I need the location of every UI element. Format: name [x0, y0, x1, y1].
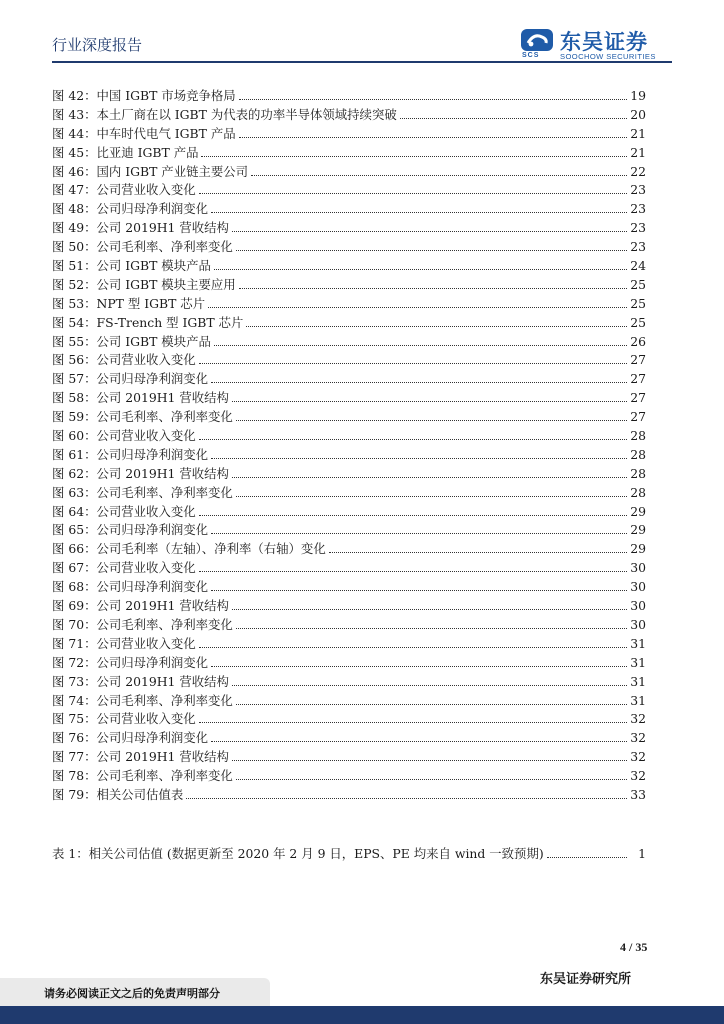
dot-leader	[199, 722, 627, 723]
figure-entry[interactable]	[52, 747, 646, 766]
dot-leader	[211, 382, 627, 383]
dot-leader	[232, 685, 627, 686]
figure-entry[interactable]	[52, 691, 646, 710]
figure-entry-page: 28	[630, 465, 646, 481]
logo-chinese-name: 东吴证券	[560, 30, 648, 54]
figure-entry-label: 图 72：公司归母净利润变化	[52, 654, 209, 670]
figure-entry-label: 图 59：公司毛利率、净利率变化	[52, 409, 233, 425]
dot-leader	[246, 326, 627, 327]
figure-entry[interactable]	[52, 237, 646, 256]
dot-leader	[232, 477, 627, 478]
figure-entry-label: 图 75：公司营业收入变化	[52, 711, 196, 727]
figure-entry[interactable]	[52, 785, 646, 804]
figure-entry-page: 28	[630, 484, 646, 500]
dot-leader	[211, 212, 627, 213]
dot-leader	[199, 515, 627, 516]
figure-entry-page: 31	[630, 673, 646, 689]
footer-bar	[0, 1006, 724, 1024]
figure-entry-label: 图 56：公司营业收入变化	[52, 352, 196, 368]
institute-name: 东吴证券研究所	[540, 972, 632, 987]
table-contents-list	[52, 844, 646, 863]
figure-entry[interactable]	[52, 653, 646, 672]
table-entry-label: 表 1：相关公司估值 (数据更新至 2020 年 2 月 9 日，EPS、PE 均来自 wind 一致预期)	[52, 846, 544, 861]
dot-leader	[236, 779, 627, 780]
figure-entry-label: 图 49：公司 2019H1 营收结构	[52, 220, 229, 236]
figure-entry-label: 图 76：公司归母净利润变化	[52, 730, 209, 746]
figure-entry[interactable]	[52, 162, 646, 181]
figure-entry-page: 23	[630, 182, 646, 198]
figure-entry[interactable]	[52, 86, 646, 105]
figure-entry-page: 27	[630, 409, 646, 425]
figure-entry-page: 29	[630, 541, 646, 557]
dot-leader	[239, 99, 627, 100]
figure-entry-page: 27	[630, 390, 646, 406]
figure-entry[interactable]	[52, 256, 646, 275]
figure-entry[interactable]	[52, 218, 646, 237]
figure-entry-label: 图 44：中车时代电气 IGBT 产品	[52, 125, 236, 141]
figure-entry-page: 30	[630, 579, 646, 595]
figure-entry-label: 图 48：公司归母净利润变化	[52, 201, 209, 217]
dot-leader	[239, 288, 627, 289]
dot-leader	[199, 571, 627, 572]
figure-contents-list	[52, 86, 646, 804]
figure-entry[interactable]	[52, 596, 646, 615]
figure-entry-label: 图 58：公司 2019H1 营收结构	[52, 390, 229, 406]
dot-leader	[236, 704, 627, 705]
table-entry[interactable]	[52, 844, 646, 863]
figure-entry[interactable]	[52, 445, 646, 464]
figure-entry-page: 28	[630, 446, 646, 462]
figure-entry[interactable]	[52, 426, 646, 445]
dot-leader	[400, 118, 627, 119]
dot-leader	[214, 345, 627, 346]
figure-entry-page: 31	[630, 692, 646, 708]
figure-entry[interactable]	[52, 558, 646, 577]
figure-entry[interactable]	[52, 483, 646, 502]
figure-entry[interactable]	[52, 294, 646, 313]
figure-entry[interactable]	[52, 180, 646, 199]
figure-entry-label: 图 65：公司归母净利润变化	[52, 522, 209, 538]
dot-leader	[211, 458, 627, 459]
figure-entry[interactable]	[52, 143, 646, 162]
figure-entry-label: 图 78：公司毛利率、净利率变化	[52, 768, 233, 784]
figure-entry-label: 图 67：公司营业收入变化	[52, 560, 196, 576]
figure-entry-label: 图 55：公司 IGBT 模块产品	[52, 333, 211, 349]
figure-entry[interactable]	[52, 275, 646, 294]
figure-entry-label: 图 66：公司毛利率（左轴）、净利率（右轴）变化	[52, 541, 326, 557]
header-title: 行业深度报告	[52, 36, 143, 54]
figure-entry[interactable]	[52, 369, 646, 388]
figure-entry[interactable]	[52, 672, 646, 691]
dot-leader	[236, 250, 627, 251]
figure-entry[interactable]	[52, 634, 646, 653]
figure-entry-page: 30	[630, 560, 646, 576]
figure-entry-label: 图 71：公司营业收入变化	[52, 635, 196, 651]
logo-mark-icon	[520, 28, 554, 52]
figure-entry[interactable]	[52, 539, 646, 558]
figure-entry-label: 图 60：公司营业收入变化	[52, 428, 196, 444]
dot-leader	[199, 363, 627, 364]
dot-leader	[232, 609, 627, 610]
dot-leader	[208, 307, 627, 308]
figure-entry-page: 19	[630, 88, 646, 103]
dot-leader	[199, 193, 627, 194]
figure-entry-page: 31	[630, 635, 646, 651]
logo-abbr: SCS	[522, 52, 540, 59]
figure-entry[interactable]	[52, 728, 646, 747]
figure-entry[interactable]	[52, 709, 646, 728]
figure-entry-page: 28	[630, 428, 646, 444]
company-logo	[520, 28, 670, 64]
dot-leader	[201, 156, 627, 157]
figure-entry-label: 图 52：公司 IGBT 模块主要应用	[52, 276, 236, 292]
figure-entry-label: 图 47：公司营业收入变化	[52, 182, 196, 198]
figure-entry-label: 图 68：公司归母净利润变化	[52, 579, 209, 595]
dot-leader	[186, 798, 627, 799]
figure-entry-page: 29	[630, 503, 646, 519]
figure-entry-page: 21	[630, 125, 646, 141]
figure-entry-label: 图 77：公司 2019H1 营收结构	[52, 749, 229, 765]
figure-entry-label: 图 74：公司毛利率、净利率变化	[52, 692, 233, 708]
figure-entry-page: 26	[630, 333, 646, 349]
dot-leader	[329, 552, 627, 553]
figure-entry-page: 32	[630, 730, 646, 746]
figure-entry[interactable]	[52, 407, 646, 426]
figure-entry[interactable]	[52, 313, 646, 332]
page-number: 4 / 35	[620, 940, 648, 954]
figure-entry-label: 图 63：公司毛利率、净利率变化	[52, 484, 233, 500]
figure-entry-page: 24	[630, 258, 646, 274]
dot-leader	[232, 760, 627, 761]
figure-entry-page: 25	[630, 295, 646, 311]
figure-entry[interactable]	[52, 199, 646, 218]
figure-entry-page: 30	[630, 598, 646, 614]
dot-leader	[199, 439, 627, 440]
figure-entry-page: 25	[630, 314, 646, 330]
dot-leader	[239, 137, 627, 138]
figure-entry-label: 图 54：FS-Trench 型 IGBT 芯片	[52, 314, 244, 330]
figure-entry-page: 21	[630, 144, 646, 160]
dot-leader	[211, 533, 627, 534]
figure-entry-page: 27	[630, 352, 646, 368]
dot-leader	[251, 175, 627, 176]
figure-entry-page: 32	[630, 768, 646, 784]
figure-entry-page: 23	[630, 201, 646, 217]
figure-entry-label: 图 79：相关公司估值表	[52, 786, 184, 802]
figure-entry-page: 33	[630, 786, 646, 802]
dot-leader	[236, 420, 627, 421]
dot-leader	[211, 666, 627, 667]
figure-entry-label: 图 62：公司 2019H1 营收结构	[52, 465, 229, 481]
header-divider	[52, 61, 672, 63]
figure-entry[interactable]	[52, 464, 646, 483]
figure-entry-label: 图 51：公司 IGBT 模块产品	[52, 258, 211, 274]
figure-entry-page: 23	[630, 239, 646, 255]
figure-entry[interactable]	[52, 105, 646, 124]
dot-leader	[214, 269, 627, 270]
figure-entry-page: 27	[630, 371, 646, 387]
figure-entry-page: 32	[630, 711, 646, 727]
dot-leader	[211, 741, 627, 742]
figure-entry-label: 图 57：公司归母净利润变化	[52, 371, 209, 387]
figure-entry-label: 图 43：本土厂商在以 IGBT 为代表的功率半导体领域持续突破	[52, 106, 397, 122]
figure-entry-label: 图 50：公司毛利率、净利率变化	[52, 239, 233, 255]
figure-entry[interactable]	[52, 388, 646, 407]
figure-entry-page: 31	[630, 654, 646, 670]
figure-entry-label: 图 46：国内 IGBT 产业链主要公司	[52, 163, 249, 179]
figure-entry[interactable]	[52, 502, 646, 521]
figure-entry-label: 图 73：公司 2019H1 营收结构	[52, 673, 229, 689]
figure-entry-label: 图 53：NPT 型 IGBT 芯片	[52, 295, 206, 311]
dot-leader	[232, 231, 627, 232]
figure-entry[interactable]	[52, 350, 646, 369]
figure-entry-label: 图 70：公司毛利率、净利率变化	[52, 616, 233, 632]
figure-entry[interactable]	[52, 332, 646, 351]
logo-english-name: SOOCHOW SECURITIES	[560, 52, 656, 61]
figure-entry[interactable]	[52, 766, 646, 785]
dot-leader	[211, 590, 627, 591]
figure-entry-page: 30	[630, 616, 646, 632]
figure-entry-page: 32	[630, 749, 646, 765]
figure-entry[interactable]	[52, 577, 646, 596]
figure-entry[interactable]	[52, 520, 646, 539]
dot-leader	[547, 857, 627, 858]
table-entry-page: 1	[638, 846, 646, 861]
figure-entry-label: 图 61：公司归母净利润变化	[52, 446, 209, 462]
figure-entry-label: 图 45：比亚迪 IGBT 产品	[52, 144, 199, 160]
figure-entry-page: 25	[630, 276, 646, 292]
figure-entry[interactable]	[52, 615, 646, 634]
figure-entry-label: 图 69：公司 2019H1 营收结构	[52, 598, 229, 614]
figure-entry-page: 23	[630, 220, 646, 236]
figure-entry-page: 22	[630, 163, 646, 179]
figure-entry-page: 29	[630, 522, 646, 538]
dot-leader	[236, 496, 627, 497]
figure-entry-page: 20	[630, 106, 646, 122]
figure-entry-label: 图 64：公司营业收入变化	[52, 503, 196, 519]
figure-entry[interactable]	[52, 124, 646, 143]
dot-leader	[236, 628, 627, 629]
dot-leader	[199, 647, 627, 648]
figure-entry-label: 图 42：中国 IGBT 市场竞争格局	[52, 88, 236, 103]
dot-leader	[232, 401, 627, 402]
disclaimer-text: 请务必阅读正文之后的免责声明部分	[44, 987, 220, 1000]
